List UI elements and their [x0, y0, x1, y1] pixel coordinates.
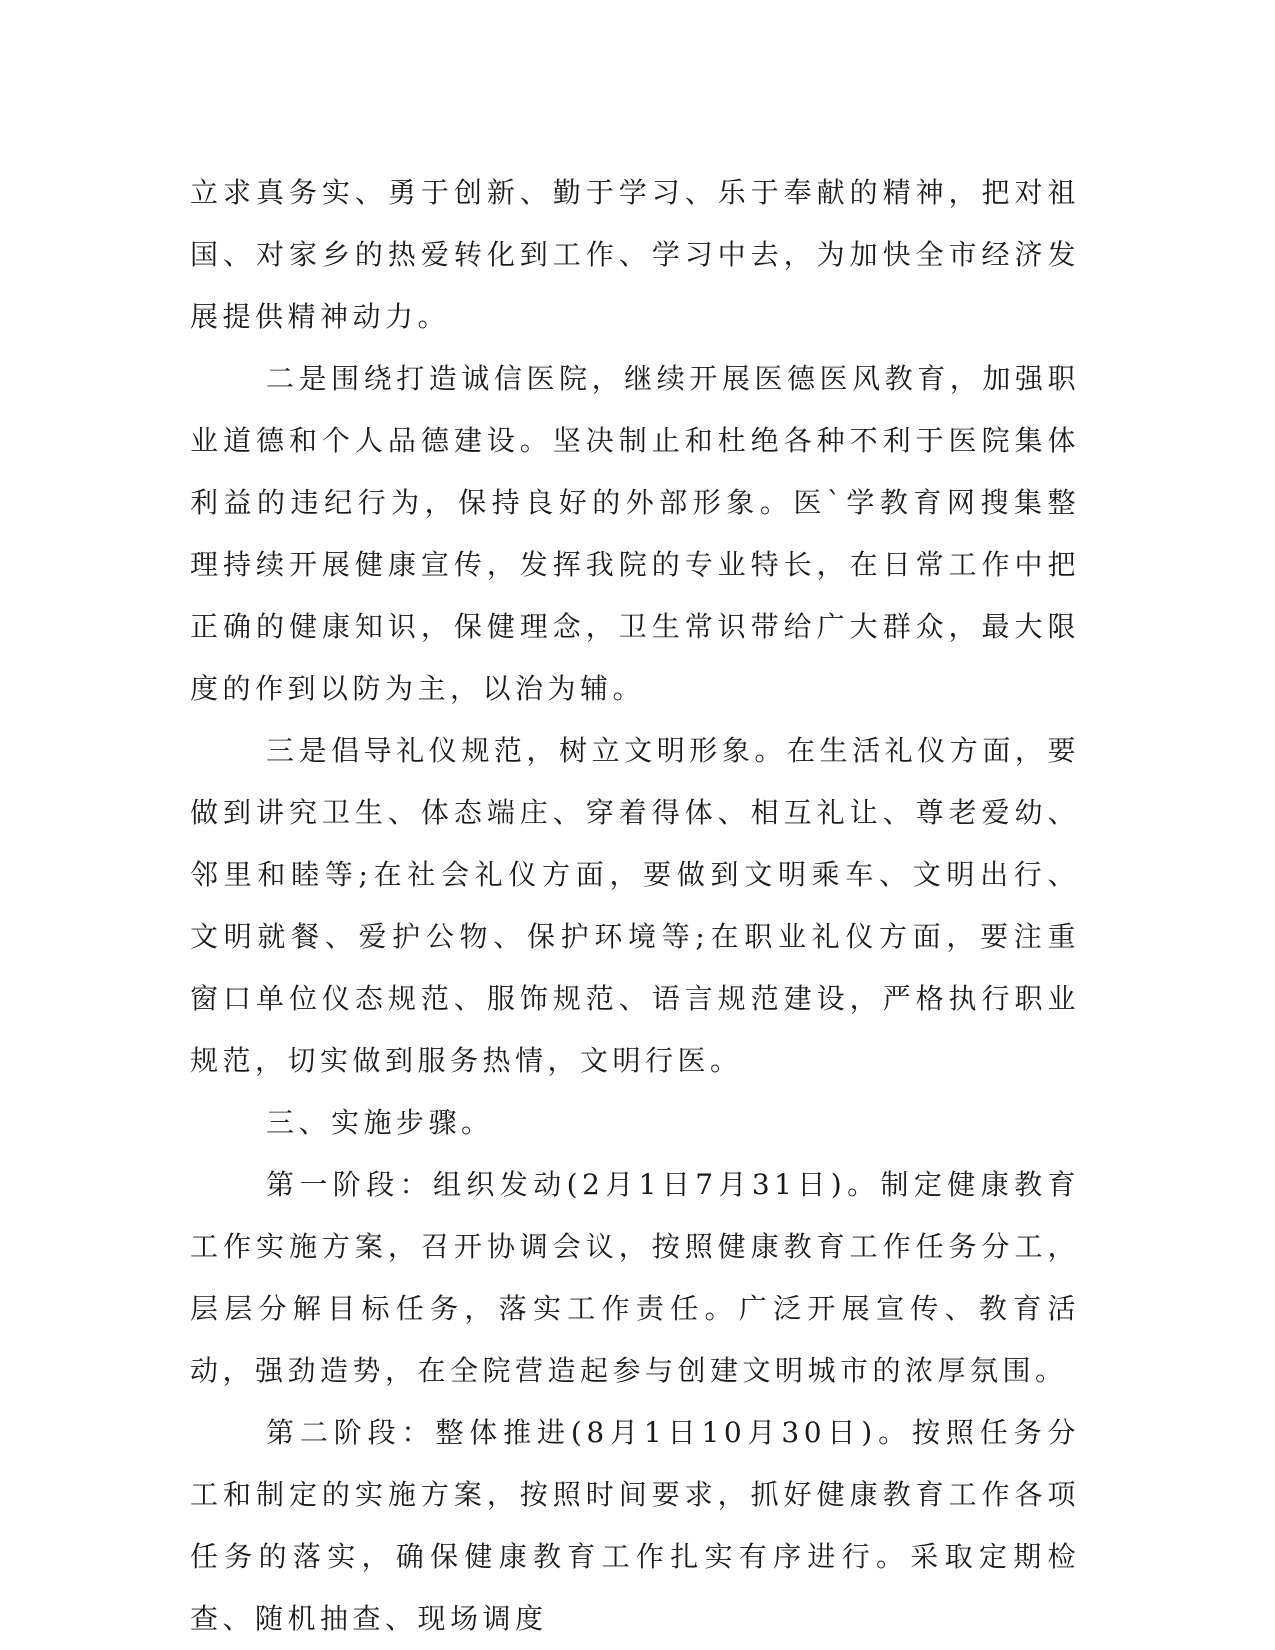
section-heading-implementation-steps: 三、实施步骤。: [266, 1106, 494, 1139]
paragraph-3: 三是倡导礼仪规范，树立文明形象。在生活礼仪方面，要做到讲究卫生、体态端庄、穿着得体、相互礼让、尊老爱幼、邻里和睦等;在社会礼仪方面，要做到文明乘车、文明出行、文明就餐、爱护公物、保护环境等;在职业礼仪方面，要注重窗口单位仪态规范、服饰规范、语言规范建设，严格执行职业规范，切实做到服务热情，文明行医。: [190, 734, 1080, 1077]
paragraph-stage-two: 第二阶段：整体推进(8月1日10月30日)。按照任务分工和制定的实施方案，按照时间要求，抓好健康教育工作各项任务的落实，确保健康教育工作扎实有序进行。采取定期检查、随机抽查、现场调度: [190, 1416, 1080, 1635]
document-body: [190, 162, 1080, 1650]
paragraph-1: 立求真务实、勇于创新、勤于学习、乐于奉献的精神，把对祖国、对家乡的热爱转化到工作、学习中去，为加快全市经济发展提供精神动力。: [190, 176, 1080, 333]
paragraph-2: 二是围绕打造诚信医院，继续开展医德医风教育，加强职业道德和个人品德建设。坚决制止和杜绝各种不利于医院集体利益的违纪行为，保持良好的外部形象。医`学教育网搜集整理持续开展健康宣传，发挥我院的专业特长，在日常工作中把正确的健康知识，保健理念，卫生常识带给广大群众，最大限度的作到以防为主，以治为辅。: [190, 362, 1080, 705]
paragraph-stage-one: 第一阶段：组织发动(2月1日7月31日)。制定健康教育工作实施方案，召开协调会议，按照健康教育工作任务分工，层层分解目标任务，落实工作责任。广泛开展宣传、教育活动，强劲造势，在全院营造起参与创建文明城市的浓厚氛围。: [190, 1168, 1080, 1387]
